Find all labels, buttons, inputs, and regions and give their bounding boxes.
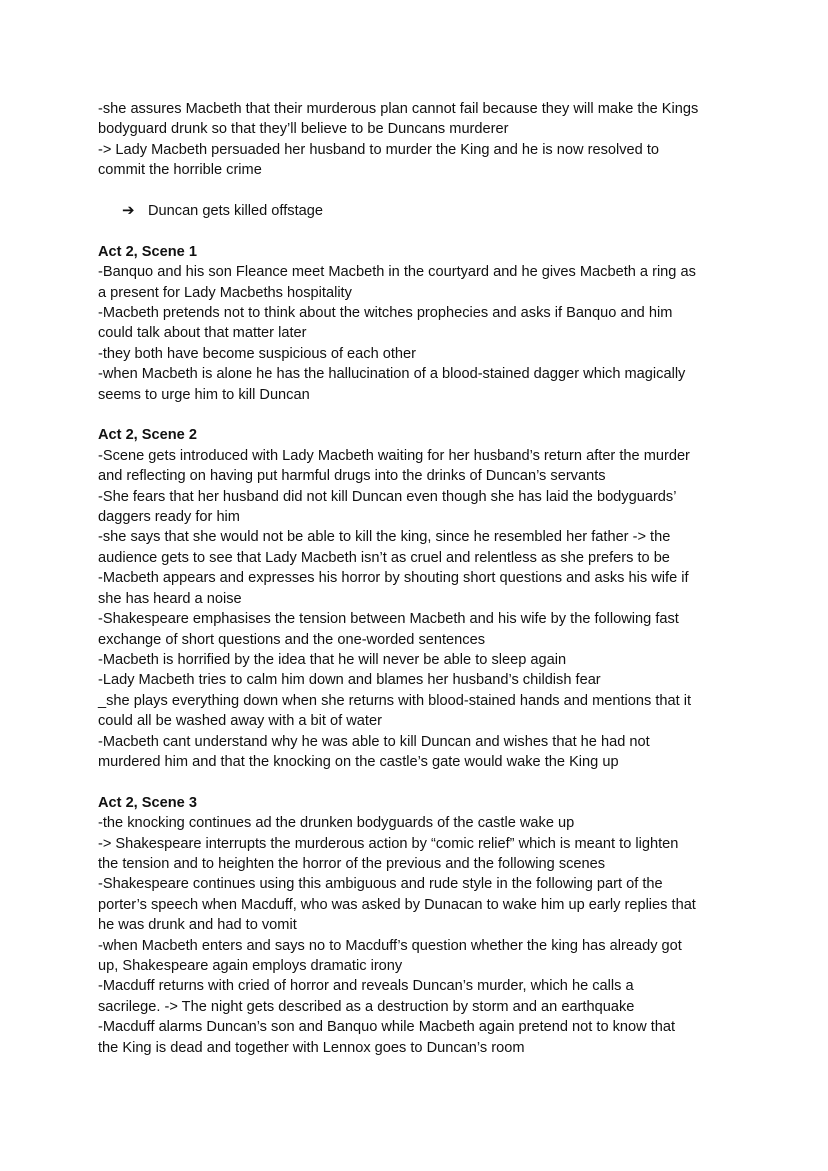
scene-section-act2-scene3 — [98, 793, 738, 1058]
text-line: -Macduff returns with cried of horror and reveals Duncan’s murder, which he calls a — [98, 978, 634, 995]
text-line: -Shakespeare emphasises the tension between Macbeth and his wife by the following fast — [98, 611, 679, 628]
text-line: she has heard a noise — [98, 590, 242, 607]
text-line: bodyguard drunk so that they’ll believe to be Duncans murderer — [98, 121, 509, 138]
text-line: audience gets to see that Lady Macbeth isn’t as cruel and relentless as she prefers to be — [98, 549, 670, 566]
text-line: _she plays everything down when she returns with blood-stained hands and mentions that it — [98, 692, 692, 709]
text-line: -Macbeth pretends not to think about the witches prophecies and asks if Banquo and him — [98, 305, 673, 322]
text-line: a present for Lady Macbeths hospitality — [98, 284, 352, 301]
text-line: seems to urge him to kill Duncan — [98, 386, 310, 403]
text-line: -Macbeth cant understand why he was able to kill Duncan and wishes that he had not — [98, 733, 650, 750]
right-arrow-icon: ➔ — [122, 202, 135, 220]
text-line: -when Macbeth enters and says no to Macduff’s question whether the king has already got — [98, 937, 682, 954]
text-line: -the knocking continues ad the drunken bodyguards of the castle wake up — [98, 815, 575, 832]
scene-section-act2-scene2 — [98, 425, 738, 772]
text-line: daggers ready for him — [98, 509, 240, 526]
text-line: -> Lady Macbeth persuaded her husband to murder the King and he is now resolved to — [98, 141, 659, 158]
paragraph-gap — [98, 772, 738, 792]
text-line: he was drunk and had to vomit — [98, 917, 297, 934]
text-line: -> Shakespeare interrupts the murderous action by “comic relief” which is meant to lighten — [98, 835, 679, 852]
paragraph-gap — [98, 181, 738, 201]
arrow-bullet-text: Duncan gets killed offstage — [148, 203, 323, 220]
text-line: and reflecting on having put harmful drugs into the drinks of Duncan’s servants — [98, 468, 606, 485]
text-line: -Scene gets introduced with Lady Macbeth waiting for her husband’s return after the murder — [98, 447, 690, 464]
text-line: sacrilege. -> The night gets described as a destruction by storm and an earthquake — [98, 998, 635, 1015]
paragraph-gap — [98, 221, 738, 241]
text-line: the King is dead and together with Lennox goes to Duncan’s room — [98, 1039, 525, 1056]
text-line: -She fears that her husband did not kill Duncan even though she has laid the bodyguards’ — [98, 488, 677, 505]
section-heading: Act 2, Scene 3 — [98, 794, 197, 811]
text-line: could all be washed away with a bit of water — [98, 713, 382, 730]
text-line: -they both have become suspicious of each other — [98, 345, 417, 362]
text-line: could talk about that matter later — [98, 325, 307, 342]
text-line: -Banquo and his son Fleance meet Macbeth in the courtyard and he gives Macbeth a ring as — [98, 264, 696, 281]
text-line: commit the horrible crime — [98, 162, 262, 179]
text-line: porter’s speech when Macduff, who was asked by Dunacan to wake him up early replies that — [98, 896, 696, 913]
arrow-bullet-item — [98, 201, 738, 221]
text-line: -Macduff alarms Duncan’s son and Banquo while Macbeth again pretend not to know that — [98, 1019, 676, 1036]
text-line: murdered him and that the knocking on the castle’s gate would wake the King up — [98, 753, 619, 770]
text-line: exchange of short questions and the one-worded sentences — [98, 631, 485, 648]
scene-section-act2-scene1 — [98, 242, 738, 405]
document-page — [98, 99, 738, 1058]
section-heading: Act 2, Scene 1 — [98, 243, 197, 260]
text-line: -Lady Macbeth tries to calm him down and blames her husband’s childish fear — [98, 672, 601, 689]
text-line: -Macbeth is horrified by the idea that he will never be able to sleep again — [98, 651, 567, 668]
text-line: -she says that she would not be able to kill the king, since he resembled her father -> the — [98, 529, 671, 546]
text-line: up, Shakespeare again employs dramatic irony — [98, 958, 403, 974]
intro-section — [98, 99, 738, 221]
text-line: -when Macbeth is alone he has the hallucination of a blood-stained dagger which magically — [98, 366, 686, 383]
text-line: -she assures Macbeth that their murderous plan cannot fail because they will make the Kings — [98, 101, 699, 117]
text-line: -Macbeth appears and expresses his horror by shouting short questions and asks his wife if — [98, 570, 689, 587]
text-line: the tension and to heighten the horror of the previous and the following scenes — [98, 855, 606, 872]
paragraph-gap — [98, 405, 738, 425]
section-heading: Act 2, Scene 2 — [98, 427, 197, 444]
text-line: -Shakespeare continues using this ambiguous and rude style in the following part of the — [98, 876, 663, 893]
